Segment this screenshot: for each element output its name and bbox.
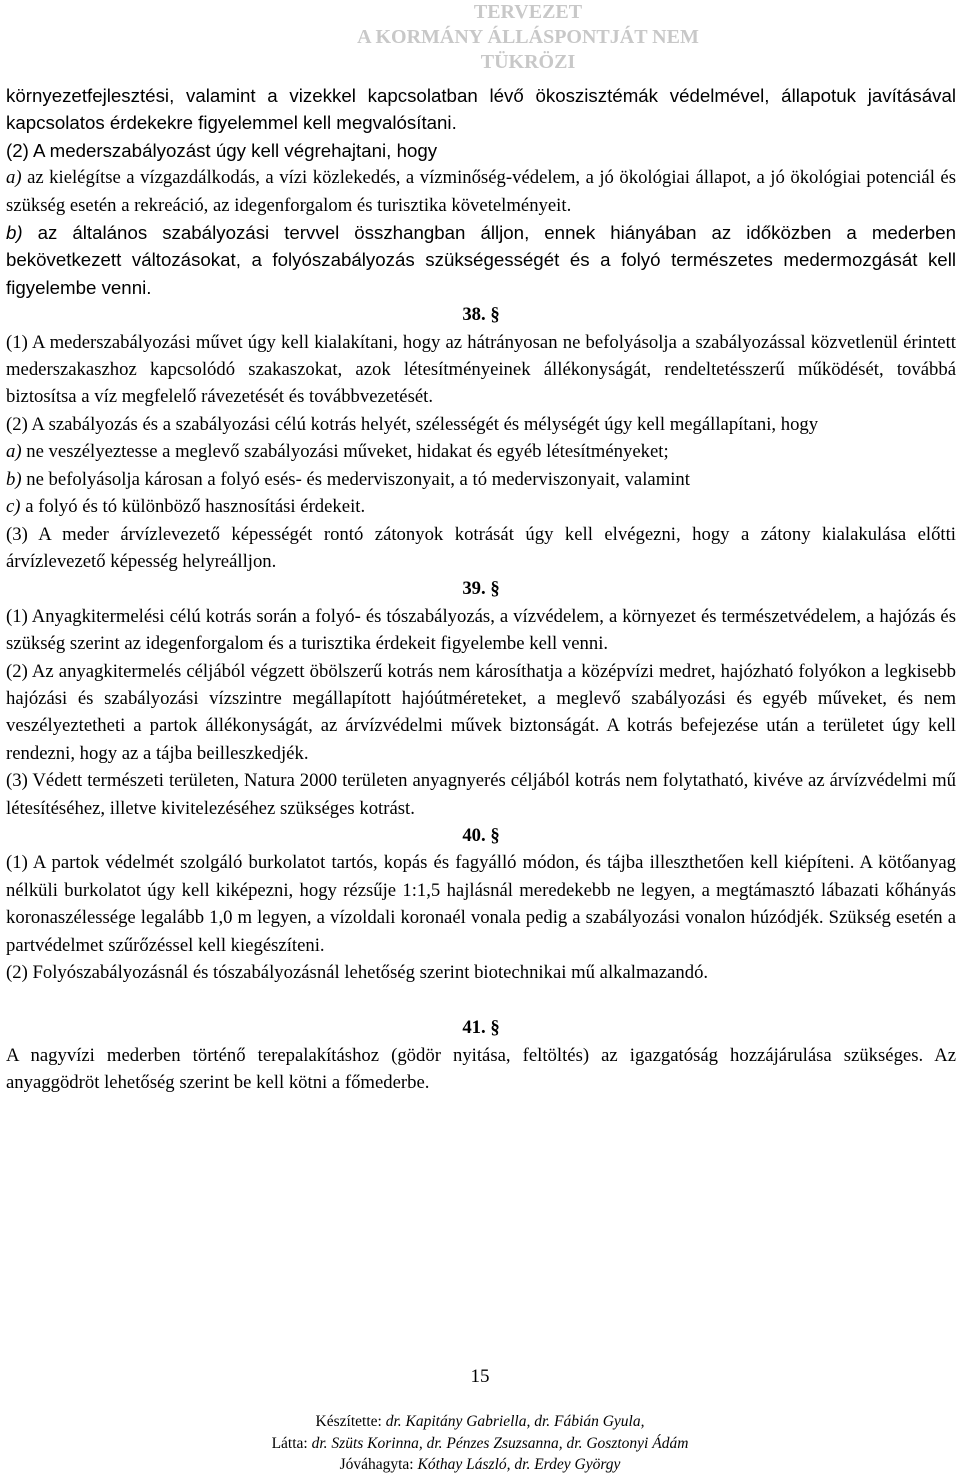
watermark-line-2: A KORMÁNY ÁLLÁSPONTJÁT NEM TÜKRÖZI [357, 26, 699, 73]
item-text: ne befolyásolja károsan a folyó esés- és mederviszonyait, a tó mederviszonyait, valamint [21, 468, 690, 490]
paragraph-41: A nagyvízi mederben történő terepalakításhoz (gödör nyitása, feltöltés) az igazgatóság hozzájárulása szükséges. Az anyaggödröt lehetőség szerint be kell kötni a főmederbe. [6, 1044, 956, 1094]
draft-watermark [328, 0, 728, 75]
footer-names: dr. Kapitány Gabriella, dr. Fábián Gyula, [385, 1413, 645, 1430]
paragraph-39-1: (1) Anyagkitermelési célú kotrás során a folyó- és tószabályozás, a vízvédelem, a környezet és természetvédelem, a hajózás és szükség szerint az idegenforgalom és a turisztika érdekeit figyelembe kell venni. [6, 605, 956, 655]
paragraph-39-2: (2) Az anyagkitermelés céljából végzett öbölszerű kotrás nem károsíthatja a középvízi medret, hajózható folyókon a legkisebb hajózási és szabályozási vízszintre megállapított hajóútméreteket, a meglevő szabályozási és egyéb műveket, és nem veszélyeztetheti a partok állékonyságát, az árvízvédelmi művek biztonságát. A kotrás befejezése után a területet úgy kell rendezni, hogy az a tájba beilleszkedjék. [6, 660, 956, 764]
item-text: ne veszélyeztesse a meglevő szabályozási műveket, hidakat és egyéb létesítményeket; [21, 441, 669, 463]
item-label: a) [6, 441, 22, 463]
item-label: b) [6, 222, 23, 244]
item-text: az általános szabályozási tervvel összhangban álljon, ennek hiányában az időközben a mederben bekövetkezett változásokat, a folyószabályozás szükségességét és a folyó természetes medermozgását kell figyelembe venni. [6, 222, 956, 298]
footer-reviewed-by [0, 1433, 960, 1455]
footer-names: Kóthay László, dr. Erdey György [417, 1456, 621, 1473]
item-text: az kielégítse a vízgazdálkodás, a vízi közlekedés, a vízminőség-védelem, a jó ökológiai állapot, a jó ökológiai potenciál és szükség esetén a rekreáció, az idegenforgalom és turisztika követelményeit. [6, 167, 956, 216]
paragraph-continuation: környezetfejlesztési, valamint a vizekkel kapcsolatban lévő ökoszisztémák védelmével, állapotuk javításával kapcsolatos érdekekre figyelemmel kell megvalósítani. [6, 85, 956, 134]
paragraph-38-2-b [6, 466, 956, 493]
paragraph-39-3: (3) Védett természeti területen, Natura 2000 területen anyagnyerés céljából kotrás nem folytatható, kivéve az árvízvédelmi mű létesítéséhez, illetve kivitelezéséhez szükséges kotrást. [6, 770, 956, 819]
footer-label: Jóváhagyta: [339, 1456, 418, 1473]
paragraph-38-3: (3) A meder árvízlevezető képességét rontó zátonyok kotrását úgy kell elvégezni, hogy a zátony kialakulása előtti árvízlevezető képesség helyreálljon. [6, 523, 956, 572]
paragraph-38-2: (2) A szabályozás és a szabályozási célú kotrás helyét, szélességét és mélységét úgy kell megállapítani, hogy [6, 413, 819, 435]
item-text: a folyó és tó különböző hasznosítási érdekeit. [20, 496, 366, 518]
paragraph-40-1: (1) A partok védelmét szolgáló burkolatot tartós, kopás és fagyálló módon, és tájba illeszthetően kell kiépíteni. A kötőanyag nélküli burkolatot úgy kell kiképezni, hogy rézsűje 1:1,5 hajlásnál meredekebb ne legyen, a megtámasztó lábazati kőhányás koronaszélessége legalább 1,0 m legyen, a vízoldali koronaél vonala pedig a szabályozási vonalon húzódjék. Szükség esetén a partvédelmet szűrőzéssel kell kiegészíteni. [6, 852, 956, 956]
paragraph-37-2-b [6, 219, 956, 301]
paragraph-37-2: (2) A mederszabályozást úgy kell végrehajtani, hogy [6, 139, 438, 161]
paragraph-38-1: (1) A mederszabályozási művet úgy kell kialakítani, hogy az hátrányosan ne befolyásolja a szabályozással közvetlenül érintett mederszakaszhoz kapcsolódó szakaszokat, azok létesítményeinek állékonyságát, rendeltetésszerű működését, továbbá biztosítsa a víz megfelelő rávezetését és továbbvezetését. [6, 331, 956, 408]
item-label: c) [6, 496, 21, 518]
document-body [6, 82, 956, 1097]
section-heading-41: 41. § [462, 1017, 500, 1039]
item-label: a) [6, 167, 22, 189]
section-heading-38: 38. § [462, 304, 500, 326]
paragraph-40-2: (2) Folyószabályozásnál és tószabályozásnál lehetőség szerint biotechnikai mű alkalmazandó. [6, 962, 709, 983]
watermark-line-1: TERVEZET [473, 1, 583, 23]
paragraph-38-2-c [6, 493, 956, 520]
footer-label: Látta: [271, 1434, 312, 1452]
section-heading-40: 40. § [462, 824, 500, 846]
paragraph-38-2-a [6, 438, 956, 465]
page-number: 15 [470, 1366, 490, 1387]
signature-footer [0, 1411, 960, 1476]
footer-prepared-by [0, 1411, 960, 1433]
section-heading-39: 39. § [462, 578, 500, 600]
footer-approved-by [0, 1454, 960, 1476]
footer-label: Készítette: [315, 1413, 386, 1430]
paragraph-37-2-a [6, 164, 956, 219]
footer-names: dr. Szüts Korinna, dr. Pénzes Zsuzsanna, dr. Gosztonyi Ádám [311, 1434, 689, 1452]
item-label: b) [6, 468, 22, 490]
